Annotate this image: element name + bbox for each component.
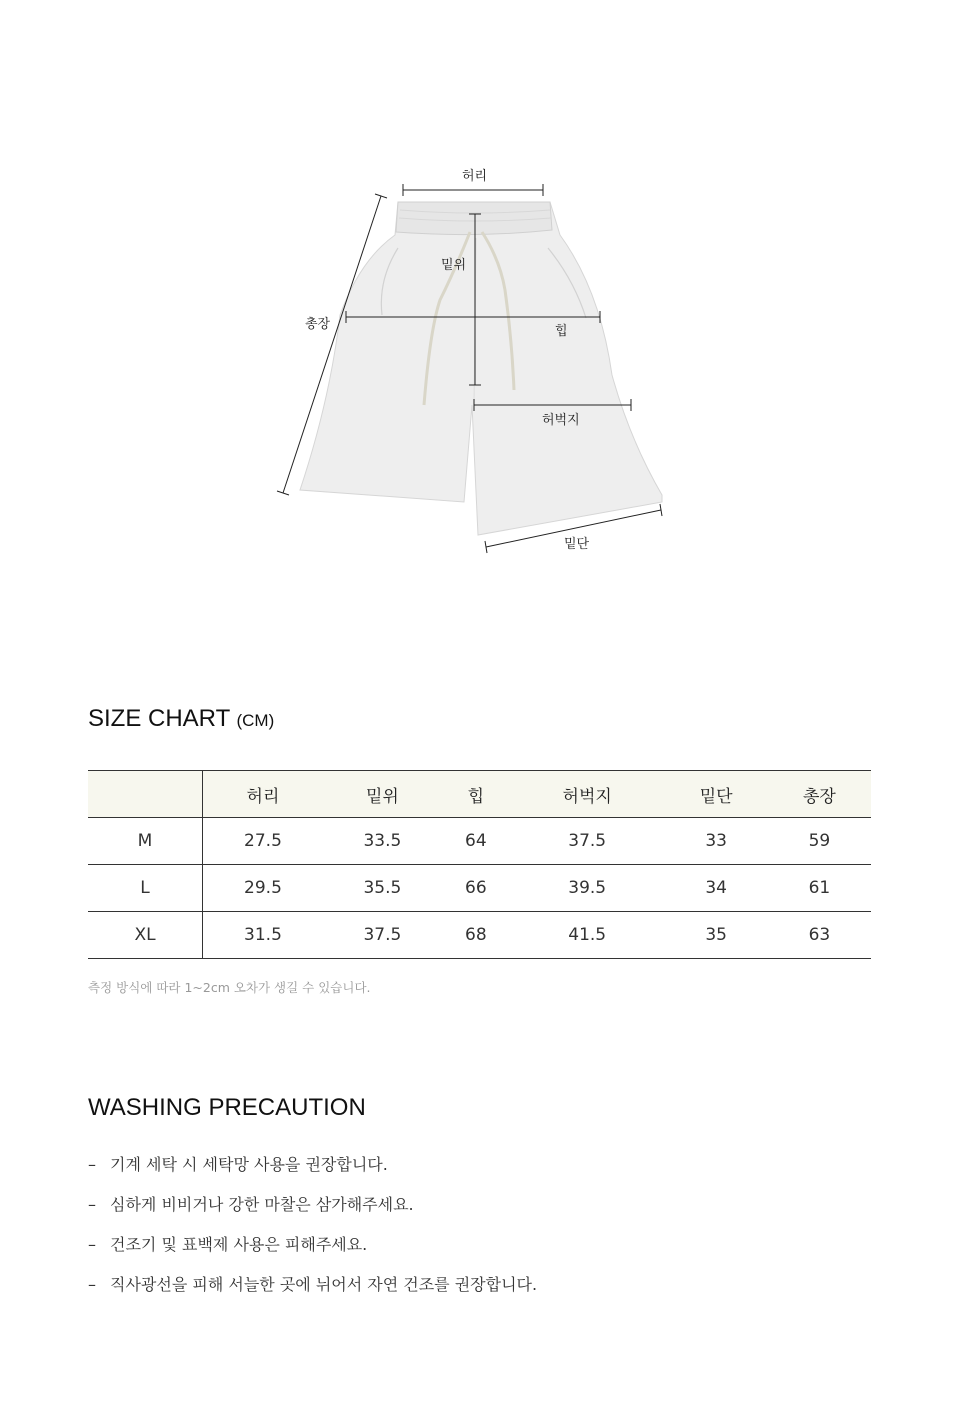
header-waist: 허리	[203, 771, 323, 818]
header-total-length: 총장	[768, 771, 871, 818]
list-item	[88, 1192, 537, 1232]
size-cell: XL	[88, 912, 203, 959]
value-cell: 61	[768, 865, 871, 912]
size-chart-title-text: SIZE CHART	[88, 705, 230, 732]
value-cell: 59	[768, 818, 871, 865]
value-cell: 35	[665, 912, 768, 959]
value-cell: 37.5	[323, 912, 442, 959]
value-cell: 33	[665, 818, 768, 865]
table-header-row	[88, 771, 871, 818]
size-chart-title	[88, 705, 274, 733]
value-cell: 66	[442, 865, 510, 912]
header-hip: 힙	[442, 771, 510, 818]
value-cell: 63	[768, 912, 871, 959]
label-total-length: 총장	[305, 317, 331, 332]
label-hem: 밑단	[564, 537, 590, 552]
value-cell: 41.5	[510, 912, 665, 959]
list-item-text: 직사광선을 피해 서늘한 곳에 뉘어서 자연 건조를 권장합니다.	[110, 1275, 538, 1294]
value-cell: 29.5	[203, 865, 323, 912]
value-cell: 31.5	[203, 912, 323, 959]
dash-bullet: –	[88, 1155, 96, 1174]
dash-bullet: –	[88, 1275, 96, 1294]
size-chart-unit: (CM)	[236, 711, 275, 730]
list-item	[88, 1272, 537, 1312]
value-cell: 64	[442, 818, 510, 865]
value-cell: 39.5	[510, 865, 665, 912]
value-cell: 27.5	[203, 818, 323, 865]
measurement-diagram	[0, 150, 960, 570]
washing-list	[88, 1152, 537, 1312]
table-row	[88, 865, 871, 912]
header-hem: 밑단	[665, 771, 768, 818]
label-rise: 밑위	[441, 258, 467, 273]
header-corner	[88, 771, 203, 818]
measurement-note: 측정 방식에 따라 1~2cm 오차가 생길 수 있습니다.	[88, 980, 371, 995]
list-item	[88, 1232, 537, 1272]
dash-bullet: –	[88, 1195, 96, 1214]
shorts-illustration	[300, 202, 662, 535]
table-row	[88, 818, 871, 865]
size-chart-table	[88, 770, 871, 959]
table-row	[88, 912, 871, 959]
label-thigh: 허벅지	[542, 413, 580, 428]
value-cell: 35.5	[323, 865, 442, 912]
value-cell: 68	[442, 912, 510, 959]
washing-title: WASHING PRECAUTION	[88, 1094, 366, 1121]
header-rise: 밑위	[323, 771, 442, 818]
label-hip: 힙	[555, 324, 568, 339]
value-cell: 33.5	[323, 818, 442, 865]
list-item-text: 기계 세탁 시 세탁망 사용을 권장합니다.	[110, 1155, 388, 1174]
label-waist: 허리	[462, 169, 488, 184]
header-thigh: 허벅지	[510, 771, 665, 818]
list-item	[88, 1152, 537, 1192]
list-item-text: 건조기 및 표백제 사용은 피해주세요.	[110, 1235, 368, 1254]
dash-bullet: –	[88, 1235, 96, 1254]
size-cell: L	[88, 865, 203, 912]
value-cell: 34	[665, 865, 768, 912]
size-cell: M	[88, 818, 203, 865]
value-cell: 37.5	[510, 818, 665, 865]
list-item-text: 심하게 비비거나 강한 마찰은 삼가해주세요.	[110, 1195, 414, 1214]
